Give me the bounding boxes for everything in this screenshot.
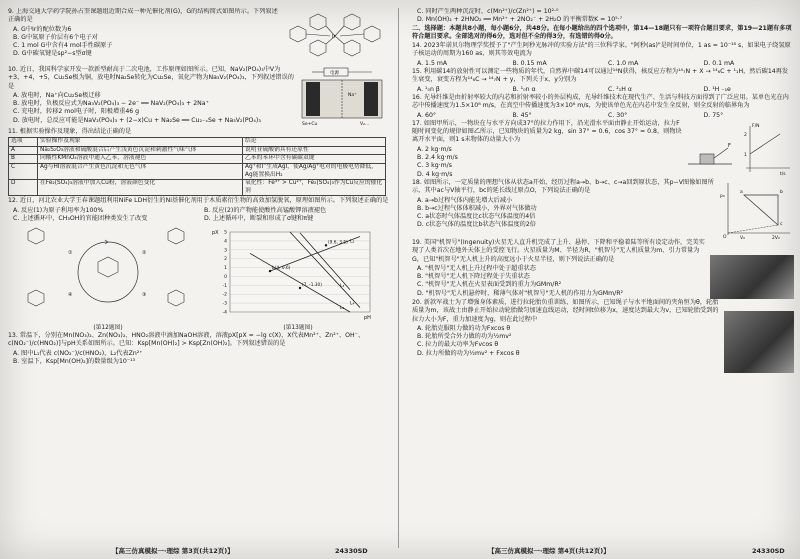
q16-option-b: B. 45° <box>512 111 532 119</box>
q9-stem: 9. 上海交通大学药学院孙占奎课题组近期合成一种光催化剂(G)，G的结构简式如图所示。下列叙述正确的是 <box>8 8 278 24</box>
q17-option-d: D. 4 kg·m/s <box>417 170 453 178</box>
q13-series-label: L₄ <box>350 301 355 307</box>
q10-battery-figure <box>294 66 390 128</box>
q11-cell: D <box>9 180 38 196</box>
question-19 <box>412 239 794 299</box>
q11-cell: B <box>9 155 38 164</box>
q14-option-a: A. 1.5 mA <box>417 59 448 67</box>
footer-right: 【高三仿真模拟一·理综 第4页(共12页)】 <box>488 547 610 555</box>
footer-left-code: 24330SD <box>335 547 368 555</box>
q13-plot-frame <box>230 232 370 312</box>
q11-cell: A <box>9 146 38 155</box>
q18-fig-origin: O <box>723 234 727 239</box>
q12-option-c: C. 上述循环中，CH₃OH的官能团种类发生了改变 <box>13 215 148 223</box>
q11-stem: 11. 根据实验操作及现象，得出结论正确的是 <box>8 128 132 135</box>
q19-stem: 19. 美国"机智号"(Ingenuity)火星无人直升机完成了上升、悬停、下降和平稳着陆等所有设定动作，完美实现了人类首次在地外天体上的受控飞行。火星质量为M、半径为R，"机智号"无人机质量为m、引力常量为G，已知"机智号"无人机上升的高度远小于火星半径，则下列说法正确的是 <box>412 238 705 263</box>
q13-ytick-label: -1 <box>222 284 227 290</box>
q11-header-row <box>9 138 386 147</box>
q13-ytick-label: -3 <box>222 301 227 307</box>
q13-series-label: L₁ <box>340 306 345 312</box>
q9-option-a: A. G中Ir的配位数为6 <box>13 25 72 33</box>
q19-option-a: A. "机智号"无人机上升过程中处于超重状态 <box>417 264 536 272</box>
q15-stem: 15. 利用碳14的放射性可以测定一些物质的年代，自然界中碳14可以通过¹⁴N获得，核反应方程为¹⁴₇N + X → ¹⁴₆C + ¹₁H，然后碳14再发生衰变，衰变方程为¹⁴₆C → ¹⁴₇N + y，下列关于x、y分别为 <box>412 68 789 84</box>
q10-fig-left-pole: Se+Cu <box>302 122 318 127</box>
footer-right-code: 24330SD <box>752 547 785 555</box>
table-row <box>9 146 386 155</box>
q17-fig-tick-1: 1 <box>744 152 747 158</box>
svg-text:Ir: Ir <box>332 34 336 40</box>
table-row <box>9 155 386 164</box>
q12-option-d: D. 上述循环中，断裂和形成了σ键和π键 <box>204 215 314 223</box>
q13-ytick-label: -4 <box>222 310 227 316</box>
q18-fig-a: a <box>740 189 743 195</box>
q10-option-c: C. 充电时，转移2 mol电子时，阳极增重46 g <box>13 108 140 116</box>
q13-data-point <box>299 287 301 289</box>
q14-options <box>412 60 794 68</box>
q17-option-b: B. 2.4 kg·m/s <box>417 154 458 162</box>
q13-option-b: B. 室温下，Ksp[Mn(OH)₂]的数量级为10⁻¹³ <box>13 357 136 365</box>
right-column <box>412 8 794 528</box>
q11-table <box>8 137 386 196</box>
q13-point-label: (7, -1.30) <box>302 283 322 289</box>
q11-cell: Na₂S₂O₃溶液和硫酸混合后产生浅黄色沉淀和刺激性气味气体 <box>38 146 243 155</box>
q11-cell: 乙苯的苯环中含有碳碳双键 <box>243 155 386 164</box>
question-10 <box>8 66 390 128</box>
q18-stem: 18. 如图所示，一定质量的理想气体从状态a开始，经历过程a→b、b→c、c→a回到原状态，其p−V图像如图所示，其中ac与V轴平行，bc的延长线过原点O，下列说法正确的是 <box>412 178 714 195</box>
q18-pv-figure <box>718 179 794 239</box>
q20-option-c: C. 拉力的最大功率为Fvcos θ <box>417 341 499 349</box>
q18-option-c: C. a状态时气体温度比c状态气体温度的4倍 <box>417 213 536 221</box>
q13-ytick-label: 0 <box>224 275 227 281</box>
q14-option-d: D. 0.1 mA <box>703 59 735 67</box>
q18-fig-v0: V₀ <box>740 235 745 239</box>
q14-option-b: B. 0.15 mA <box>512 59 547 67</box>
q18-fig-2v0: 2V₀ <box>772 235 780 239</box>
q17-option-c: C. 3 kg·m/s <box>417 162 452 170</box>
column-divider <box>398 8 399 548</box>
q13-point-label: b(4, 0.6) <box>272 266 291 272</box>
table-row <box>9 164 386 180</box>
q10-option-d: D. 放电时，总反应可能是NaV₂(PO₄)₃ + (2−x)Cu + Na₂Se ══ Cu₂₋ₓSe + Na₃V₂(PO₄)₃ <box>13 116 261 124</box>
q10-fig-ion-label: Na⁺ <box>348 93 357 98</box>
q15-options <box>412 86 794 94</box>
q12-option-b: B. 反应(2)的产物能使酸性高锰酸钾溶液褪色 <box>204 206 327 214</box>
footer-left: 【高三仿真模拟一·理综 第3页(共12页)】 <box>112 547 234 555</box>
svg-text:③: ③ <box>142 292 147 299</box>
table-row <box>9 180 386 196</box>
q13-ph-chart <box>208 224 388 320</box>
question-20 <box>412 299 794 373</box>
q13-ytick-label: 3 <box>224 248 227 254</box>
q19-mars-helicopter-photo <box>710 255 794 299</box>
q20-option-d: D. 拉力所做的功为½mv² + Fxcos θ <box>417 349 520 357</box>
q11-cell: 氧化性：Fe³⁺ > Cu²⁺，Fe₂(SO₄)₃作为Cu反应的催化剂 <box>243 180 386 196</box>
q10-fig-power-label: 电源 <box>330 71 339 76</box>
q17-stem: 17. 如图甲所示，一物块在与水平方向成37°的拉力作用下，沿光滑水平面由静止开始运动，拉力F随时间变化的规律如图乙所示，已知物块的质量为2 kg，sin 37° = 0.6，cos 37° = 0.8，则物块离开水平面，则1 s末物体的动量大小为 <box>412 119 682 144</box>
q11-cell: 说明亚硫酸钠具有还原性 <box>243 146 386 155</box>
q17-fig-tick-2: 2 <box>744 132 747 138</box>
q13-ytick-label: 4 <box>224 239 227 245</box>
q13-ytick-label: 5 <box>224 230 227 236</box>
question-18 <box>412 179 794 239</box>
q12-options-row-2 <box>8 215 390 223</box>
q16-stem: 16. 光导纤维是由折射率较大的内芯和折射率较小的外层构成，光导纤维技术在现代生产、生活与科技方面得到了广泛应用。某单色光在内芯中传播速度为1.5×10⁸ m/s，在真空中传播速度为3×10⁸ m/s，为使该单色光在内芯中发生全反射，则全反射的临界角为 <box>412 93 789 110</box>
q15-option-d: D. ¹H ₋₁e <box>703 85 731 93</box>
q11-cell: Ag⁺和I⁻生成AgI，使Ag/Ag⁺电对的电极电势降低，Ag能置换出H₂ <box>243 164 386 180</box>
q20-stem: 20. 新款军战士为了增强身体素质，进行拉轮胎负重训练，如图所示，已知绳子与水平地面间的夹角恒为θ，轮胎质量为m，该战士由静止开始拉动轮胎做匀加速直线运动，经时间t位移为x，速度达到最大为v，已知轮胎受到的拉力大小为F，重力加速度为g，则在此过程中 <box>412 298 719 323</box>
q17-option-a: A. 2 kg·m/s <box>417 145 452 153</box>
q17-fig-f-label: F/N <box>752 123 760 129</box>
q15-option-b: B. ¹₀n α <box>512 85 536 93</box>
q17-fig-t-label: t/s <box>780 171 786 176</box>
q18-option-a: A. a→b过程气体内能先增大后减小 <box>417 196 513 204</box>
svg-text:④: ④ <box>68 292 73 299</box>
q11-cell: Ag与HI溶液混合产生黄色沉淀和无色气体 <box>38 164 243 180</box>
q12-fig-caption: (第12题图) <box>93 324 123 331</box>
q11-header-conclusion: 结论 <box>243 138 386 147</box>
q15-option-c: C. ²₁H α <box>608 85 632 93</box>
q18-fig-c: c <box>780 221 783 227</box>
q11-header-procedure: 实验操作及现象 <box>38 138 243 147</box>
q19-option-c: C. "机智号"无人机在火星表面受到的重力为GMm/R² <box>417 281 562 289</box>
q10-stem: 10. 近日，我国科学家开发一款新型耐高于二次电池，工作原理如图所示。已知，NaV₂(PO₄)₃中V为+3，+4，+5，Cu₂Se极为铜，放电时Na₂Se转化为Cu₂Se，氧化产物为Na₃V₂(PO₄)₃，下列叙述错误的是 <box>8 66 294 90</box>
q13-point-label: (9.6, 3.5) <box>328 240 348 246</box>
q19-option-d: D. "机智号"无人机悬停时，稀薄气体对"机智号"无人机的作用力为GMm/R² <box>417 289 623 297</box>
q14-option-c: C. 1.0 mA <box>608 59 639 67</box>
question-17 <box>412 120 794 179</box>
svg-text:②: ② <box>142 250 147 257</box>
q13-stem: 13. 常温下，分别在Mn(NO₃)₂、Zn(NO₃)₂、HNO₂溶液中滴加NaOH溶液，溶液pX[pX = −lg c(X)，X代表Mn²⁺、Zn²⁺、OH⁻、c(NO₂⁻)/c(HNO₂)]与pH关系如图所示。已知：Ksp[Mn(OH)₂] > Ksp[Zn(OH)₂]。下列叙述错误的是 <box>8 331 365 348</box>
q16-option-d: D. 75° <box>703 111 724 119</box>
q9-structure-figure <box>280 8 390 66</box>
q16-option-c: C. 30° <box>608 111 628 119</box>
q15-option-a: A. ¹₀n β <box>417 85 440 93</box>
q13-data-point <box>269 270 271 272</box>
q10-option-a: A. 放电时，Na⁺向Cu₂Se极迁移 <box>13 91 101 99</box>
q9-option-c: C. 1 mol G中含有4 mol手性碳原子 <box>13 42 113 50</box>
q13-series-label: L₂ <box>350 239 355 245</box>
q9-option-b: B. G中氮原子价层有6个电子对 <box>13 33 98 41</box>
svg-text:F: F <box>728 142 731 149</box>
q13-option-c: C. 同时产生两种沉淀时，c(Mn²⁺)/c(Zn²⁺) = 10²·⁰ <box>417 8 559 15</box>
q10-fig-right-pole: V₂... <box>360 122 370 127</box>
q13-ytick-label: 2 <box>224 257 227 263</box>
q18-option-d: D. c状态气体的温度比b状态气体温度的2倍 <box>417 221 536 229</box>
q9-option-d: D. G中碳氧键是sp²−s型σ键 <box>13 50 92 58</box>
q13-xlabel: pH <box>364 315 371 321</box>
q13-fig-caption: (第13题图) <box>283 324 313 331</box>
q18-fig-b: b <box>780 189 783 195</box>
q18-fig-p0: p₀ <box>720 193 725 199</box>
q17-figures <box>684 120 794 176</box>
q20-option-a: A. 轮胎克服阻力做的功为Fxcos θ <box>417 324 511 332</box>
q13-option-d: D. Mn(OH)₂ + 2HNO₂ ══ Mn²⁺ + 2NO₂⁻ + 2H₂O 的平衡常数K = 10⁵·⁷ <box>417 16 623 24</box>
q14-stem: 14. 2023年诺贝尔物理学奖授予了"产生阿秒光脉冲的实验方法"的三位科学家。"阿秒(as)"是时间单位，1 as = 10⁻¹⁸ s，如果电子绕氢原子核运动的周期为160 as，则其等效电流为 <box>412 42 791 58</box>
q16-option-a: A. 60° <box>417 111 437 119</box>
q19-option-b: B. "机智号"无人机下降过程处于失重状态 <box>417 273 530 281</box>
q13-ylabel: pX <box>212 230 219 237</box>
section-2-header: 二、选择题：本题共8小题，每小题6分，共48分。在每小题给出的四个选项中，第14—18题只有一项符合题目要求，第19—21题有多项符合题目要求。全部选对的得6分，选对但不全的得3分，有选错的得0分。 <box>412 24 792 40</box>
q13-ytick-label: 1 <box>224 266 227 272</box>
q13-series-label: L₃ <box>340 284 345 290</box>
q18-option-b: B. b→c过程气体体积减小，外界对气体做功 <box>417 204 537 212</box>
q11-header-option: 选项 <box>9 138 38 147</box>
q13-data-point <box>325 244 327 246</box>
q12-stem: 12. 近日，河北农业大学王春课题组利用NiFe LDH衍生的Ni基催化剂用于木质素衍生物的高效加氢脱氧，原理如图所示。下列叙述正确的是 <box>8 197 389 205</box>
question-9 <box>8 8 390 66</box>
q13-option-a: A. 图中L₁代表 c(NO₂⁻)/c(HNO₂)，L₂代表Zn²⁺ <box>13 349 143 357</box>
q20-tire-training-photo <box>724 311 794 373</box>
figures-12-13 <box>8 224 390 332</box>
q11-cell: C <box>9 164 38 180</box>
svg-text:①: ① <box>68 250 73 257</box>
q12-cycle-figure <box>8 224 208 320</box>
q13-ytick-label: -2 <box>222 293 227 299</box>
q12-option-a: A. 反应(1)为原子利用率为100% <box>13 206 104 214</box>
q16-options <box>412 112 794 120</box>
left-column <box>8 8 390 528</box>
q11-cell: 向酸性KMnO₄溶液中通入乙苯，溶液褪色 <box>38 155 243 164</box>
q10-option-b: B. 放电时，负极反应式为Na₃V₂(PO₄)₃ − 2e⁻ ══ NaV₂(PO₄)₃ + 2Na⁺ <box>13 100 209 108</box>
q12-options-row-1 <box>8 207 390 215</box>
q20-option-b: B. 轮胎所受合外力做的功为½mv² <box>417 333 512 341</box>
q11-cell: 在Fe₂(SO₄)₃溶液中加入Cu粉，溶液颜色变化 <box>38 180 243 196</box>
